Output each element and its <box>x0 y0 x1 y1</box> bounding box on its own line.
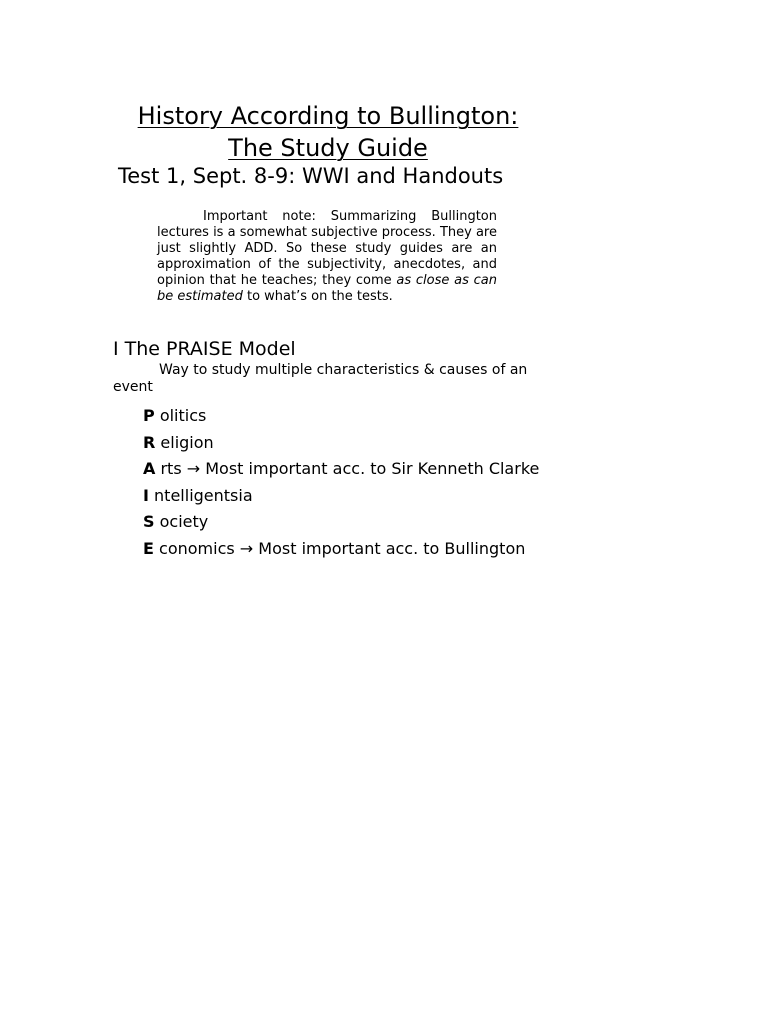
praise-rest: ociety <box>154 512 209 531</box>
praise-rest: ntelligentsia <box>148 485 253 505</box>
important-note <box>157 209 497 305</box>
praise-item-intelligentsia <box>143 486 543 506</box>
section-description: Way to study multiple characteristics & causes of an event <box>113 362 528 395</box>
praise-item-politics <box>143 406 543 426</box>
note-text-italic: as close as can be estimated <box>157 273 497 304</box>
praise-rest: conomics → Most important acc. to Bullington <box>153 538 526 558</box>
praise-list <box>143 406 543 565</box>
praise-rest: olitics <box>154 406 207 425</box>
praise-item-economics <box>143 539 543 559</box>
title-line-2: The Study Guide <box>228 134 428 162</box>
praise-rest: rts → Most important acc. to Sir Kenneth Clarke <box>155 459 540 478</box>
section-heading: I The PRAISE Model <box>113 338 296 360</box>
praise-rest: eligion <box>155 432 214 452</box>
praise-letter: I <box>143 485 149 505</box>
title-line-1: History According to Bullington: <box>137 102 519 130</box>
note-text-before: Important note: Summarizing Bullington lectures is a somewhat subjective process. They are just slightly ADD. So these study guides are an approximation of the subjectivity, anecdotes, and opinion that he teaches; they come <box>157 209 497 288</box>
praise-item-religion <box>143 433 543 453</box>
praise-letter: A <box>143 459 156 478</box>
praise-item-arts <box>143 459 543 479</box>
praise-item-society <box>143 512 543 532</box>
praise-letter: E <box>143 538 154 558</box>
praise-letter: P <box>143 406 155 425</box>
subtitle: Test 1, Sept. 8-9: WWI and Handouts <box>118 164 504 188</box>
note-text-after: to what’s on the tests. <box>242 289 393 304</box>
praise-letter: R <box>143 432 156 452</box>
praise-letter: S <box>143 512 155 531</box>
